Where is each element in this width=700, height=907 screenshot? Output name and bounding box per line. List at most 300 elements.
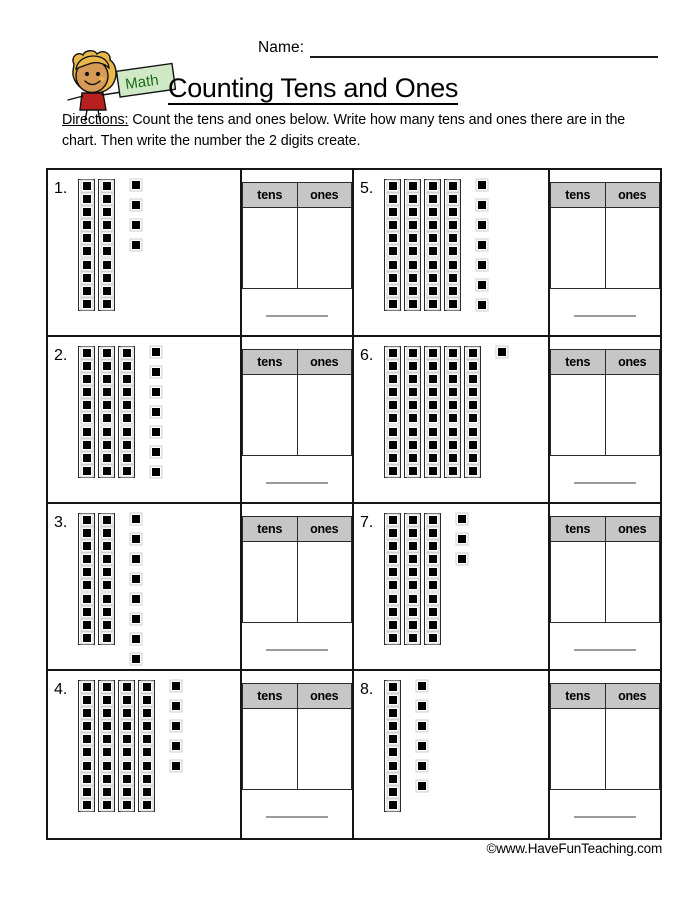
unit-square: [409, 261, 417, 269]
unit-square: [389, 234, 397, 242]
unit-square: [409, 581, 417, 589]
unit-square: [123, 696, 131, 704]
unit-square: [103, 595, 111, 603]
unit-square: [409, 362, 417, 370]
unit-square: [429, 349, 437, 357]
unit-square: [103, 388, 111, 396]
unit-square: [469, 428, 477, 436]
unit-square: [429, 529, 437, 537]
number-answer-line[interactable]: [266, 816, 328, 818]
unit-square: [132, 555, 140, 563]
unit-square: [172, 762, 180, 770]
ones-column-header: ones: [297, 350, 352, 375]
name-field-row: [258, 40, 658, 58]
unit-square: [409, 555, 417, 563]
tens-rod: [424, 179, 441, 311]
base-ten-blocks: [78, 680, 180, 812]
unit-square: [83, 608, 91, 616]
worksheet-header: [0, 0, 700, 160]
unit-square: [409, 441, 417, 449]
ones-column-header: ones: [605, 350, 660, 375]
unit-square: [83, 274, 91, 282]
number-answer-line[interactable]: [574, 649, 636, 651]
tens-rod: [424, 513, 441, 645]
unit-square: [83, 467, 91, 475]
unit-square: [83, 621, 91, 629]
unit-square: [83, 529, 91, 537]
unit-square: [429, 454, 437, 462]
unit-square: [389, 247, 397, 255]
unit-square: [409, 195, 417, 203]
unit-square: [429, 234, 437, 242]
unit-square: [143, 801, 151, 809]
unit-square: [449, 414, 457, 422]
unit-square: [409, 234, 417, 242]
unit-square: [152, 468, 160, 476]
unit-square: [83, 788, 91, 796]
unit-square: [132, 241, 140, 249]
table-header-row: [243, 517, 352, 542]
unit-square: [389, 274, 397, 282]
tens-column-header: tens: [243, 183, 298, 208]
tens-column-header: tens: [243, 350, 298, 375]
unit-square: [418, 702, 426, 710]
number-answer-line[interactable]: [574, 482, 636, 484]
ones-answer-cell[interactable]: [605, 375, 660, 456]
ones-answer-cell[interactable]: [605, 208, 660, 289]
unit-square: [83, 775, 91, 783]
unit-square: [409, 621, 417, 629]
unit-square: [389, 182, 397, 190]
tens-rod: [98, 346, 115, 478]
unit-square: [469, 349, 477, 357]
unit-square: [83, 195, 91, 203]
unit-square: [83, 362, 91, 370]
page-title: Counting Tens and Ones: [168, 74, 458, 105]
tens-rod: [384, 179, 401, 311]
unit-square: [449, 247, 457, 255]
unit-square: [83, 722, 91, 730]
unit-square: [132, 181, 140, 189]
problem-number: 2.: [54, 347, 68, 364]
unit-square: [389, 762, 397, 770]
unit-square: [143, 683, 151, 691]
unit-square: [103, 581, 111, 589]
answer-area: [550, 671, 660, 838]
unit-square: [103, 287, 111, 295]
unit-square: [103, 775, 111, 783]
unit-square: [449, 195, 457, 203]
mascot-sign-text: Math: [124, 71, 160, 94]
problem-blocks-area: [354, 170, 550, 335]
unit-square: [429, 634, 437, 642]
unit-square: [389, 555, 397, 563]
tens-rod: [444, 346, 461, 478]
unit-square: [469, 467, 477, 475]
unit-square: [143, 748, 151, 756]
problem-number: 7.: [360, 514, 374, 531]
unit-square: [123, 801, 131, 809]
unit-square: [429, 375, 437, 383]
unit-square: [83, 696, 91, 704]
unit-square: [449, 261, 457, 269]
problem-cell: [48, 337, 354, 504]
unit-square: [409, 568, 417, 576]
unit-square: [123, 362, 131, 370]
tens-answer-cell[interactable]: [551, 375, 606, 456]
unit-square: [429, 362, 437, 370]
unit-square: [478, 221, 486, 229]
unit-square: [389, 608, 397, 616]
unit-square: [478, 181, 486, 189]
unit-square: [83, 555, 91, 563]
unit-square: [389, 722, 397, 730]
unit-square: [103, 441, 111, 449]
unit-square: [429, 247, 437, 255]
unit-square: [389, 709, 397, 717]
tens-answer-cell[interactable]: [551, 709, 606, 790]
unit-square: [389, 634, 397, 642]
unit-square: [123, 762, 131, 770]
unit-square: [152, 388, 160, 396]
problem-number: 8.: [360, 681, 374, 698]
unit-square: [123, 441, 131, 449]
ones-answer-cell[interactable]: [297, 208, 352, 289]
unit-square: [409, 208, 417, 216]
unit-square: [478, 261, 486, 269]
tens-answer-cell[interactable]: [551, 542, 606, 623]
unit-square: [389, 788, 397, 796]
unit-square: [123, 375, 131, 383]
unit-square: [429, 467, 437, 475]
tens-column-header: tens: [551, 183, 606, 208]
unit-square: [123, 683, 131, 691]
unit-square: [103, 401, 111, 409]
unit-square: [409, 300, 417, 308]
unit-square: [449, 182, 457, 190]
unit-square: [389, 388, 397, 396]
unit-square: [123, 428, 131, 436]
unit-square: [429, 182, 437, 190]
problem-cell: [354, 337, 660, 504]
ones-units: [458, 513, 466, 563]
unit-square: [123, 775, 131, 783]
unit-square: [123, 722, 131, 730]
tens-ones-chart: [550, 182, 660, 289]
unit-square: [389, 529, 397, 537]
problem-blocks-area: [48, 504, 242, 669]
unit-square: [389, 195, 397, 203]
unit-square: [143, 722, 151, 730]
unit-square: [429, 568, 437, 576]
base-ten-blocks: [384, 179, 486, 311]
unit-square: [429, 608, 437, 616]
unit-square: [458, 555, 466, 563]
unit-square: [103, 428, 111, 436]
ones-units: [498, 346, 506, 356]
tens-answer-cell[interactable]: [243, 709, 298, 790]
number-answer-line[interactable]: [574, 315, 636, 317]
unit-square: [409, 529, 417, 537]
tens-ones-chart: [550, 516, 660, 623]
unit-square: [449, 467, 457, 475]
ones-answer-cell[interactable]: [605, 709, 660, 790]
unit-square: [123, 709, 131, 717]
ones-units: [478, 179, 486, 309]
unit-square: [103, 529, 111, 537]
tens-answer-cell[interactable]: [551, 208, 606, 289]
tens-rod: [384, 513, 401, 645]
unit-square: [409, 182, 417, 190]
unit-square: [123, 748, 131, 756]
number-answer-line[interactable]: [266, 649, 328, 651]
unit-square: [103, 683, 111, 691]
tens-rod: [118, 346, 135, 478]
unit-square: [449, 208, 457, 216]
unit-square: [83, 568, 91, 576]
unit-square: [152, 428, 160, 436]
unit-square: [389, 287, 397, 295]
unit-square: [449, 428, 457, 436]
unit-square: [103, 542, 111, 550]
unit-square: [123, 467, 131, 475]
unit-square: [449, 375, 457, 383]
unit-square: [469, 414, 477, 422]
unit-square: [83, 454, 91, 462]
unit-square: [103, 454, 111, 462]
unit-square: [469, 362, 477, 370]
unit-square: [429, 581, 437, 589]
unit-square: [389, 696, 397, 704]
unit-square: [409, 388, 417, 396]
unit-square: [389, 621, 397, 629]
unit-square: [449, 401, 457, 409]
tens-ones-chart: [242, 182, 352, 289]
tens-answer-cell[interactable]: [243, 375, 298, 456]
unit-square: [389, 801, 397, 809]
unit-square: [418, 722, 426, 730]
tens-rod: [384, 680, 401, 812]
ones-column-header: ones: [605, 183, 660, 208]
problem-blocks-area: [48, 671, 242, 838]
unit-square: [409, 428, 417, 436]
unit-square: [389, 401, 397, 409]
answer-area: [242, 504, 352, 669]
unit-square: [103, 467, 111, 475]
ones-answer-cell[interactable]: [297, 375, 352, 456]
unit-square: [449, 287, 457, 295]
tens-answer-cell[interactable]: [243, 542, 298, 623]
number-answer-line[interactable]: [266, 482, 328, 484]
unit-square: [389, 467, 397, 475]
unit-square: [409, 467, 417, 475]
unit-square: [409, 401, 417, 409]
unit-square: [103, 748, 111, 756]
unit-square: [83, 801, 91, 809]
tens-column-header: tens: [551, 684, 606, 709]
unit-square: [83, 581, 91, 589]
unit-square: [152, 448, 160, 456]
table-row: [551, 375, 660, 456]
tens-column-header: tens: [551, 350, 606, 375]
unit-square: [172, 702, 180, 710]
unit-square: [469, 375, 477, 383]
tens-column-header: tens: [243, 517, 298, 542]
unit-square: [123, 401, 131, 409]
unit-square: [409, 414, 417, 422]
tens-rod: [78, 513, 95, 645]
unit-square: [409, 349, 417, 357]
unit-square: [83, 261, 91, 269]
unit-square: [152, 348, 160, 356]
unit-square: [103, 247, 111, 255]
unit-square: [103, 221, 111, 229]
unit-square: [478, 201, 486, 209]
tens-rod: [98, 179, 115, 311]
unit-square: [123, 454, 131, 462]
unit-square: [132, 595, 140, 603]
unit-square: [429, 428, 437, 436]
unit-square: [449, 274, 457, 282]
unit-square: [83, 349, 91, 357]
unit-square: [478, 301, 486, 309]
unit-square: [469, 401, 477, 409]
tens-answer-cell[interactable]: [243, 208, 298, 289]
unit-square: [429, 388, 437, 396]
unit-square: [103, 722, 111, 730]
table-row: [243, 375, 352, 456]
unit-square: [132, 615, 140, 623]
unit-square: [103, 555, 111, 563]
unit-square: [83, 414, 91, 422]
unit-square: [409, 608, 417, 616]
unit-square: [409, 221, 417, 229]
unit-square: [103, 516, 111, 524]
unit-square: [132, 515, 140, 523]
tens-rod: [98, 513, 115, 645]
ones-units: [418, 680, 426, 790]
ones-units: [132, 513, 140, 663]
unit-square: [469, 454, 477, 462]
unit-square: [409, 516, 417, 524]
ones-column-header: ones: [297, 183, 352, 208]
unit-square: [429, 414, 437, 422]
unit-square: [103, 300, 111, 308]
unit-square: [429, 441, 437, 449]
problem-number: 3.: [54, 514, 68, 531]
table-header-row: [243, 183, 352, 208]
number-answer-line[interactable]: [574, 816, 636, 818]
tens-rod: [98, 680, 115, 812]
tens-rod: [464, 346, 481, 478]
unit-square: [389, 454, 397, 462]
unit-square: [429, 287, 437, 295]
tens-ones-chart: [242, 349, 352, 456]
unit-square: [103, 414, 111, 422]
unit-square: [83, 234, 91, 242]
unit-square: [83, 208, 91, 216]
tens-rod: [424, 346, 441, 478]
unit-square: [123, 788, 131, 796]
unit-square: [83, 388, 91, 396]
unit-square: [83, 428, 91, 436]
problem-blocks-area: [354, 337, 550, 502]
tens-ones-chart: [242, 683, 352, 790]
unit-square: [83, 542, 91, 550]
problem-number: 4.: [54, 681, 68, 698]
problem-cell: [48, 504, 354, 671]
unit-square: [143, 762, 151, 770]
base-ten-blocks: [384, 346, 506, 478]
unit-square: [389, 542, 397, 550]
table-header-row: [551, 517, 660, 542]
directions-label: Directions:: [62, 112, 129, 128]
answer-area: [242, 337, 352, 502]
unit-square: [83, 401, 91, 409]
unit-square: [103, 234, 111, 242]
unit-square: [458, 535, 466, 543]
unit-square: [409, 634, 417, 642]
unit-square: [478, 241, 486, 249]
ones-answer-cell[interactable]: [605, 542, 660, 623]
unit-square: [83, 300, 91, 308]
tens-rod: [404, 346, 421, 478]
base-ten-blocks: [78, 179, 140, 311]
unit-square: [103, 709, 111, 717]
unit-square: [103, 568, 111, 576]
unit-square: [103, 349, 111, 357]
unit-square: [389, 362, 397, 370]
directions: [62, 110, 642, 152]
unit-square: [103, 182, 111, 190]
unit-square: [132, 221, 140, 229]
unit-square: [409, 542, 417, 550]
unit-square: [132, 635, 140, 643]
problem-number: 5.: [360, 180, 374, 197]
unit-square: [123, 735, 131, 743]
unit-square: [429, 221, 437, 229]
problem-cell: [354, 671, 660, 838]
ones-answer-cell[interactable]: [297, 542, 352, 623]
problem-number: 1.: [54, 180, 68, 197]
ones-column-header: ones: [297, 517, 352, 542]
unit-square: [83, 287, 91, 295]
tens-ones-chart: [550, 349, 660, 456]
unit-square: [389, 208, 397, 216]
directions-text: Count the tens and ones below. Write how many tens and ones there are in the chart. Then write the number the 2 digits create.: [62, 112, 626, 150]
table-header-row: [243, 684, 352, 709]
unit-square: [418, 742, 426, 750]
answer-area: [242, 671, 352, 838]
unit-square: [389, 349, 397, 357]
unit-square: [449, 454, 457, 462]
unit-square: [132, 201, 140, 209]
unit-square: [143, 788, 151, 796]
name-write-line[interactable]: [310, 42, 658, 58]
number-answer-line[interactable]: [266, 315, 328, 317]
tens-column-header: tens: [243, 684, 298, 709]
unit-square: [123, 414, 131, 422]
unit-square: [389, 441, 397, 449]
table-row: [551, 208, 660, 289]
ones-column-header: ones: [605, 517, 660, 542]
unit-square: [389, 428, 397, 436]
ones-column-header: ones: [297, 684, 352, 709]
unit-square: [389, 261, 397, 269]
ones-answer-cell[interactable]: [297, 709, 352, 790]
ones-units: [152, 346, 160, 476]
table-header-row: [243, 350, 352, 375]
